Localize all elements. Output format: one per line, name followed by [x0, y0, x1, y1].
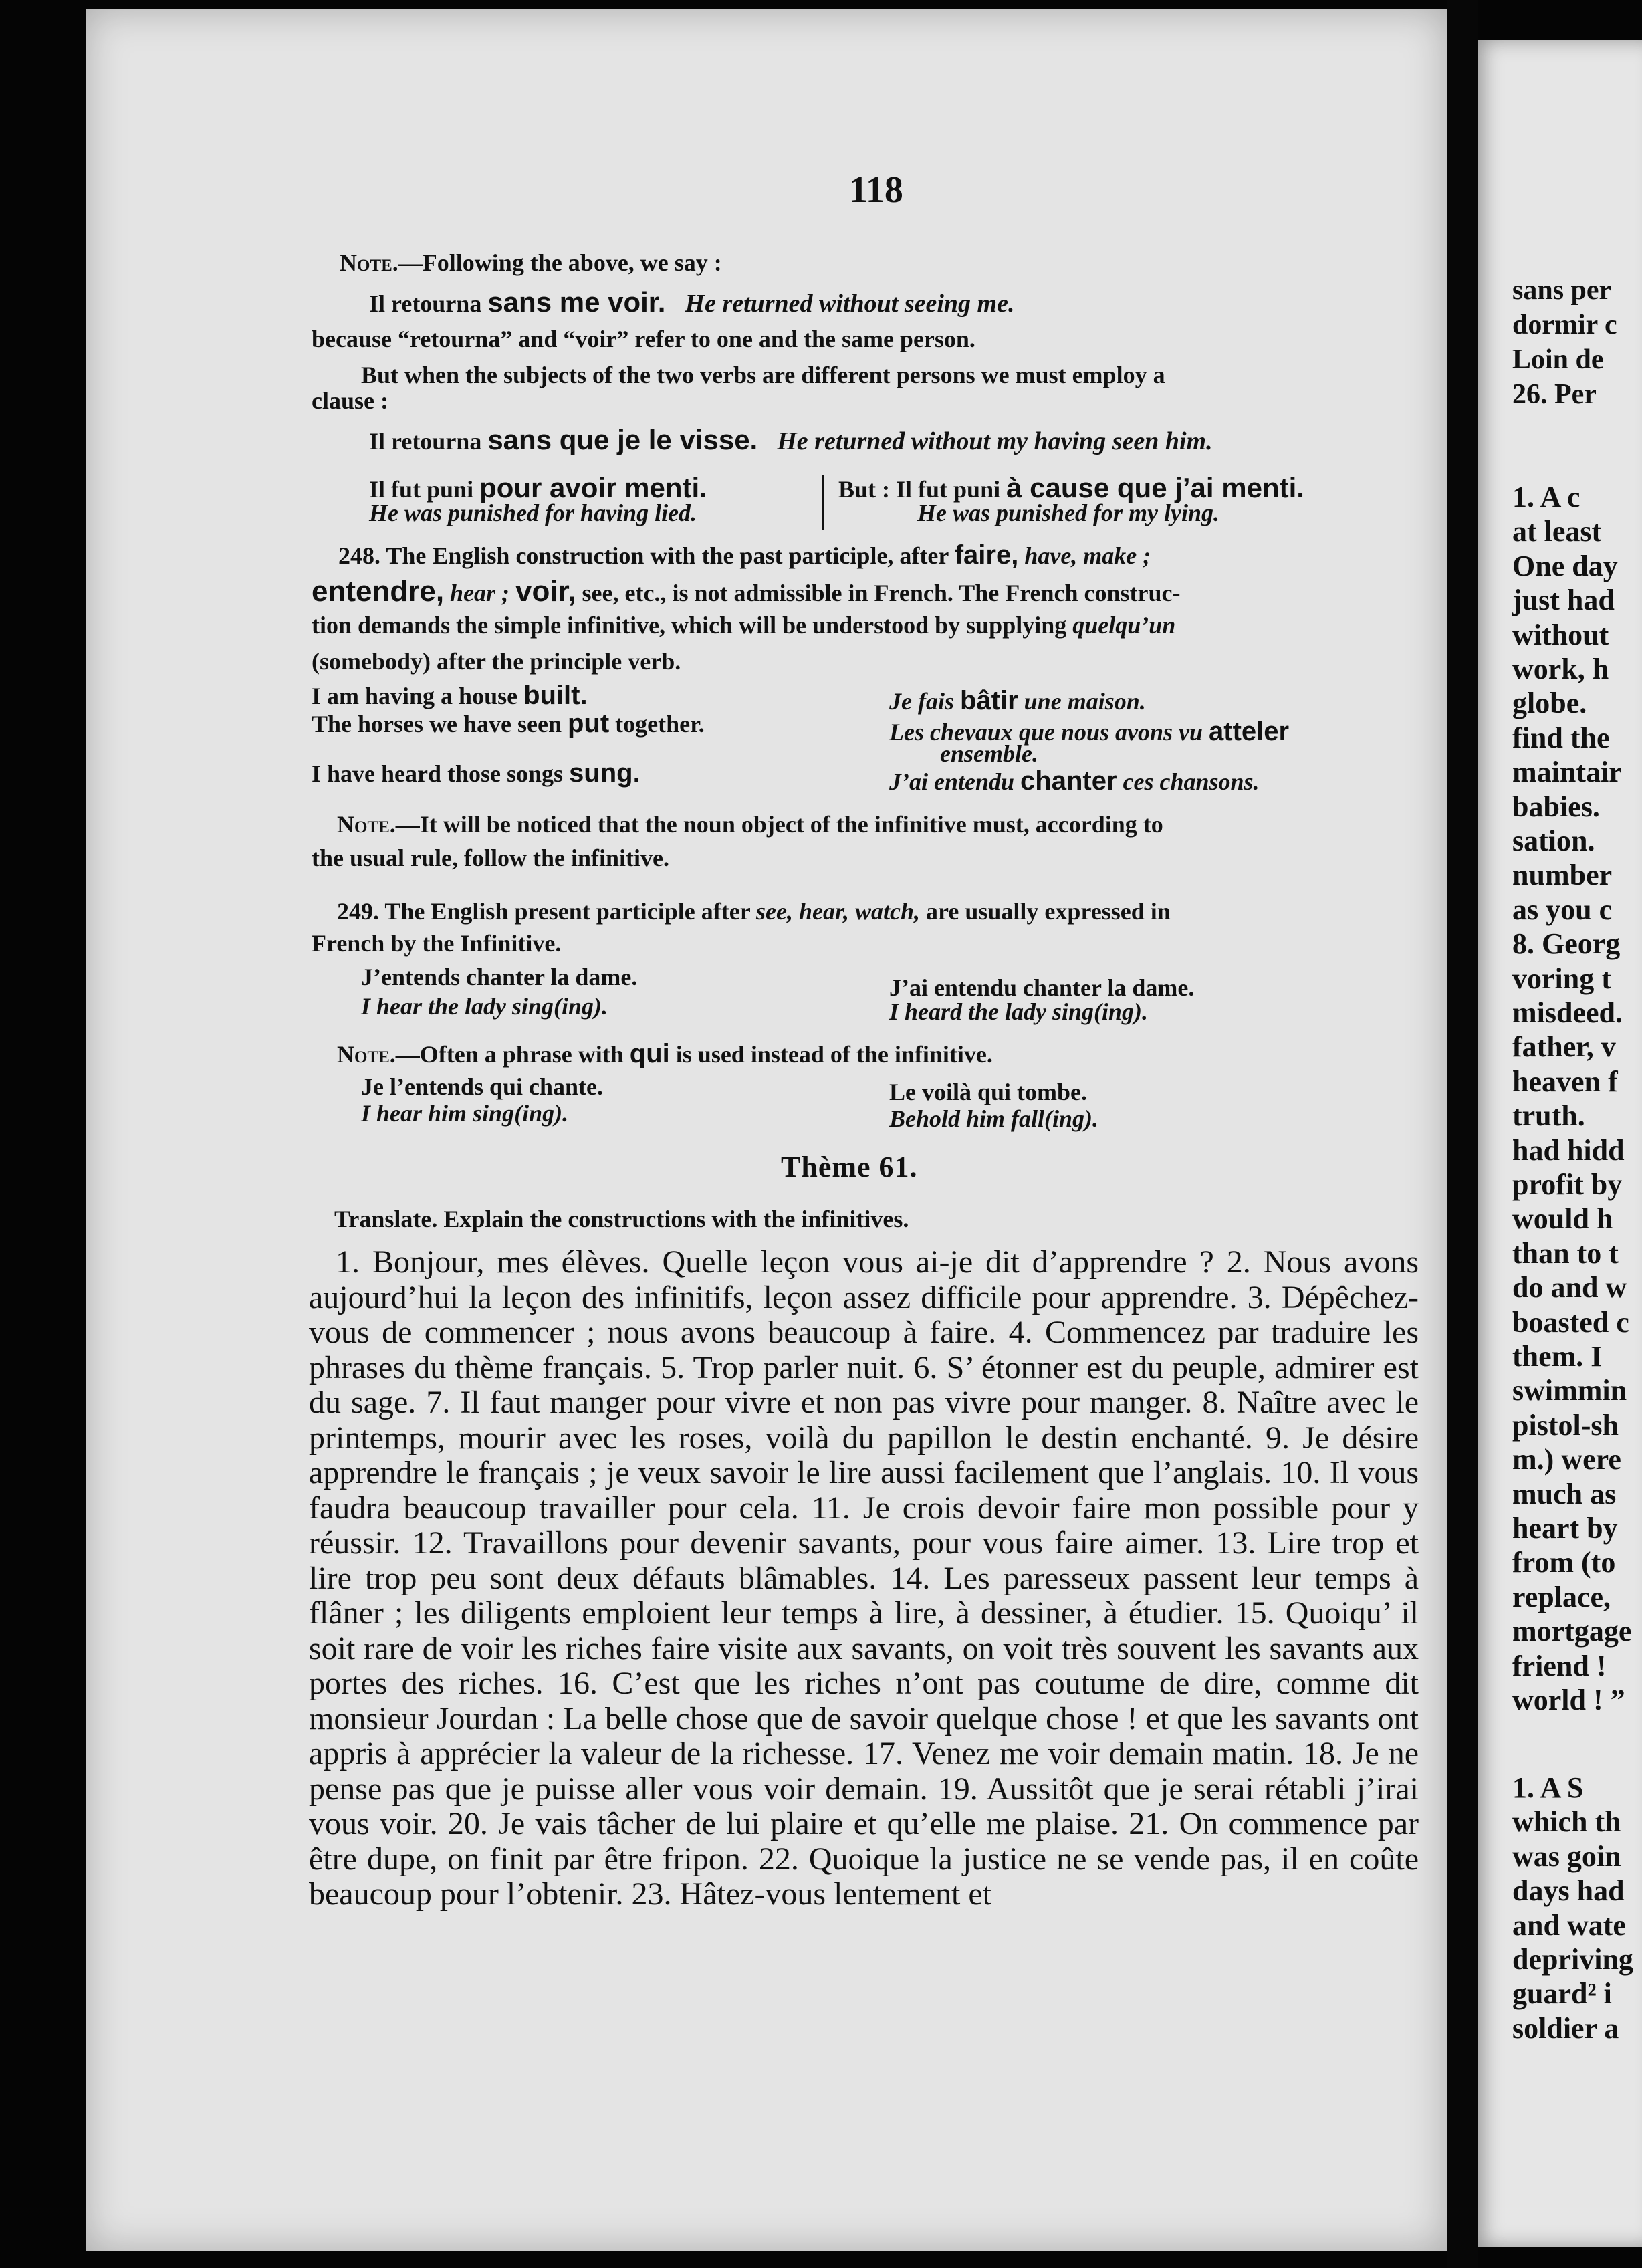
s248-line-1-text: The English construction with the past participle, after — [386, 542, 949, 569]
right-page-line: 8. Georg — [1512, 927, 1621, 961]
ex2-pre: Il retourna — [369, 428, 482, 455]
ex-right-2-bold: atteler — [1209, 717, 1290, 746]
right-page-line: and wate — [1512, 1908, 1626, 1942]
right-page-line: profit by — [1512, 1168, 1623, 1201]
s248-line-2 — [312, 575, 1181, 608]
note-1-but-line-1: But when the subjects of the two verbs are different persons we must employ a — [361, 362, 1165, 388]
right-page-line: pistol-sh — [1512, 1408, 1619, 1442]
s249-note-rest: is used instead of the infinitive. — [675, 1041, 993, 1068]
right-page-line: much as — [1512, 1477, 1617, 1510]
ex-right-1-post: une maison. — [1024, 688, 1146, 715]
ex1-english: He returned without seeing me. — [685, 290, 1015, 318]
right-page-line: dormir c — [1512, 310, 1617, 340]
note-1-but-line-2: clause : — [312, 387, 388, 414]
ex-left-1-pre: I am having a house — [312, 683, 518, 709]
right-page-line: heaven f — [1512, 1064, 1618, 1098]
ex-left-3-pre: I have heard those songs — [312, 760, 564, 787]
right-page-line: world ! ” — [1512, 1684, 1625, 1716]
s248-note-line-1 — [337, 810, 1163, 838]
right-page-line: boasted c — [1512, 1305, 1629, 1339]
right-page-line: days had — [1512, 1874, 1625, 1908]
note-1-text: —Following the above, we say : — [398, 249, 722, 276]
right-page-line: find the — [1512, 721, 1610, 754]
note-1-heading — [340, 249, 722, 277]
note-1-label: Note. — [340, 249, 398, 276]
s248-hear: hear ; — [450, 580, 510, 606]
ex3-pre: Il fut puni — [369, 476, 474, 503]
s249-note — [337, 1039, 993, 1069]
right-page-line: at least — [1512, 515, 1602, 548]
ex-right-2-pre: Les chevaux que nous avons vu — [889, 719, 1203, 746]
right-page-line: which th — [1512, 1805, 1621, 1839]
right-page-line: truth. — [1512, 1099, 1585, 1133]
s248-have-make: have, make ; — [1024, 542, 1151, 569]
ex2-english: He returned without my having seen him. — [777, 427, 1213, 455]
theme-instruction: Translate. Explain the constructions with the infinitives. — [334, 1206, 909, 1232]
s248-quelquun: quelqu’un — [1072, 612, 1176, 639]
s248-line-4: (somebody) after the principle verb. — [312, 648, 681, 675]
s248-line-2-text: see, etc., is not admissible in French. The French construc- — [582, 580, 1181, 606]
ex-left-2-bold: put — [567, 709, 610, 738]
s248-example-left-3 — [312, 758, 640, 788]
right-page-line: maintair — [1512, 756, 1622, 789]
s249-example-b-french: J’ai entendu chanter la dame. — [889, 974, 1195, 1001]
ex-right-1-bold: bâtir — [959, 686, 1018, 715]
ex4-french: à cause que j’ai menti. — [1006, 472, 1304, 503]
page-number: 118 — [849, 169, 903, 211]
s249-example-c-english: I hear him sing(ing). — [361, 1100, 569, 1127]
right-page-line: babies. — [1512, 790, 1600, 823]
ex3-french: pour avoir menti. — [479, 472, 707, 503]
right-page-line: than to t — [1512, 1236, 1619, 1270]
s249-example-a-english: I hear the lady sing(ing). — [361, 993, 608, 1020]
right-page-line: 1. A S — [1512, 1771, 1584, 1804]
s248-example-right-2-cont: ensemble. — [940, 740, 1038, 767]
s248-note-text: —It will be noticed that the noun object of the infinitive must, according to — [395, 811, 1163, 838]
s248-example-right-1 — [889, 686, 1146, 716]
right-page-line: had hidd — [1512, 1133, 1625, 1167]
s248-number: 248. — [338, 542, 380, 569]
right-page-line: voring t — [1512, 961, 1611, 995]
ex-right-3-post: ces chansons. — [1123, 768, 1260, 795]
s249-note-label: Note. — [337, 1041, 396, 1068]
right-page-line: misdeed. — [1512, 996, 1623, 1029]
right-page-line: guard² i — [1512, 1977, 1612, 2011]
note-1-because: because “retourna” and “voir” refer to one and the same person. — [312, 326, 975, 352]
right-page-line: friend ! — [1512, 1649, 1607, 1682]
ex1-french: sans me voir. — [487, 286, 666, 318]
s249-example-d-french: Le voilà qui tombe. — [889, 1079, 1088, 1105]
right-page-line: depriving — [1512, 1943, 1633, 1976]
s248-example-right-3 — [889, 766, 1260, 796]
s249-number: 249. — [337, 898, 379, 925]
book-gutter — [1447, 0, 1478, 2268]
note-1-example-2 — [369, 424, 1213, 456]
s249-example-a-french: J’entends chanter la dame. — [361, 963, 638, 990]
theme-title: Thème 61. — [781, 1151, 918, 1183]
s249-note-text: —Often a phrase with — [395, 1041, 624, 1068]
s249-example-b-english: I heard the lady sing(ing). — [889, 998, 1149, 1025]
right-page-line: globe. — [1512, 687, 1587, 720]
right-page-line: was goin — [1512, 1839, 1621, 1873]
s249-line-2: French by the Infinitive. — [312, 930, 562, 957]
right-page-line: swimmin — [1512, 1374, 1627, 1407]
right-page-line: number — [1512, 859, 1613, 892]
s248-note-line-2: the usual rule, follow the infinitive. — [312, 844, 670, 871]
ex-left-3-bold: sung. — [569, 758, 640, 788]
ex1-pre: Il retourna — [369, 290, 482, 317]
note-1-example-1 — [369, 286, 1014, 318]
s249-line-1 — [337, 897, 1171, 925]
right-page-line: heart by — [1512, 1512, 1618, 1545]
right-page-line: One day — [1512, 549, 1618, 582]
ex-left-2-pre: The horses we have seen — [312, 711, 562, 738]
right-page-line: as you c — [1512, 893, 1613, 926]
right-page-line: them. I — [1512, 1340, 1603, 1373]
right-page-line: replace, — [1512, 1580, 1611, 1613]
ex2-french: sans que je le visse. — [487, 424, 758, 455]
s249-see-hear-watch: see, hear, watch, — [756, 898, 921, 925]
right-page-line: 1. A c — [1512, 481, 1580, 514]
s248-entendre: entendre, — [312, 575, 445, 608]
note-1-example-4-english: He was punished for my lying. — [917, 499, 1220, 526]
s248-example-left-2 — [312, 709, 705, 739]
right-page-line: sation. — [1512, 824, 1595, 857]
right-page-line: from (to — [1512, 1546, 1616, 1579]
s248-line-3-text: tion demands the simple infinitive, which will be understood by supplying — [312, 612, 1067, 639]
right-page-line: mortgage — [1512, 1615, 1632, 1648]
right-page-line: would h — [1512, 1202, 1613, 1236]
s248-line-3 — [312, 611, 1175, 639]
s248-example-left-1 — [312, 681, 588, 711]
ex-right-3-bold: chanter — [1020, 766, 1117, 796]
s249-qui: qui — [629, 1039, 670, 1068]
example-divider — [822, 475, 824, 530]
s248-note-label: Note. — [337, 811, 396, 838]
right-page-line: just had — [1512, 584, 1615, 617]
s249-line-1-rest: are usually expressed in — [926, 898, 1171, 925]
right-page-line: 26. Per — [1512, 379, 1597, 410]
ex-right-1-pre: Je fais — [889, 688, 954, 715]
ex4-pre: But : Il fut puni — [838, 476, 1001, 503]
ex-left-1-bold: built. — [523, 681, 588, 710]
s249-line-1-text: The English present participle after — [384, 898, 751, 925]
right-page-line: m.) were — [1512, 1443, 1621, 1476]
right-page-line: sans per — [1512, 275, 1612, 306]
right-page-line: Loin de — [1512, 344, 1604, 375]
s248-faire: faire, — [954, 540, 1019, 570]
theme-exercise-text: 1. Bonjour, mes élèves. Quelle leçon vous ai-je dit d’apprendre ? 2. Nous avons aujourd’hui la leçon des infinitifs, leçon assez difficile pour apprendre. 3. Dépêchez-vous de commencer ; nous avons beaucoup à faire. 4. Commencez par traduire les phrases du thème français. 5. Trop parler nuit. 6. S’ étonner est du peuple, admirer est du sage. 7. Il faut manger pour vivre et non pas vivre pour manger. 8. Naître avec le printemps, mourir avec les roses, voilà du papillon le destin enchanté. 9. Je désire apprendre le français ; je veux savoir le lire aussi facilement que l’anglais. 10. Il vous faudra beaucoup travailler pour cela. 11. Je crois devoir faire mon possible pour y réussir. 12. Travaillons pour devenir savants, pour vous faire aimer. 13. Lire trop et lire trop peu sont deux défauts blâmables. 14. Les paresseux passent leur temps à flâner ; les diligents emploient leur temps à lire, à dessiner, à étudier. 15. Quoiqu’ il soit rare de voir les riches faire visite aux savants, on voit très souvent les savants aux portes des riches. 16. C’est que les riches n’ont pas coutume de dire, comme dit monsieur Jourdan : La belle chose que de savoir quelque chose ! et que les savants ont appris à apprécier la valeur de la richesse. 17. Venez me voir demain matin. 18. Je ne pense pas que je puisse aller vous voir demain. 19. Aussitôt que je serai rétabli j’irai vous voir. 20. Je vais tâcher de lui plaire et qu’elle me plaise. 21. On commence par être dupe, on finit par être fripon. 22. Quoique la justice ne se vende pas, il en coûte beaucoup pour l’obtenir. 23. Hâtez-vous lentement et — [309, 1244, 1419, 1912]
s248-line-1 — [338, 540, 1151, 570]
right-page-line: without — [1512, 618, 1609, 651]
ex-left-2-post: together. — [615, 711, 705, 738]
ex-right-3-pre: J’ai entendu — [889, 768, 1015, 795]
right-page-line: work, h — [1512, 653, 1609, 685]
s249-example-c-french: Je l’entends qui chante. — [361, 1073, 604, 1100]
right-page-line: father, v — [1512, 1030, 1616, 1064]
s249-example-d-english: Behold him fall(ing). — [889, 1105, 1099, 1132]
s248-voir: voir, — [515, 575, 576, 608]
right-page-line: soldier a — [1512, 2011, 1619, 2045]
right-page-line: do and w — [1512, 1271, 1627, 1305]
note-1-example-3-english: He was punished for having lied. — [369, 499, 697, 526]
